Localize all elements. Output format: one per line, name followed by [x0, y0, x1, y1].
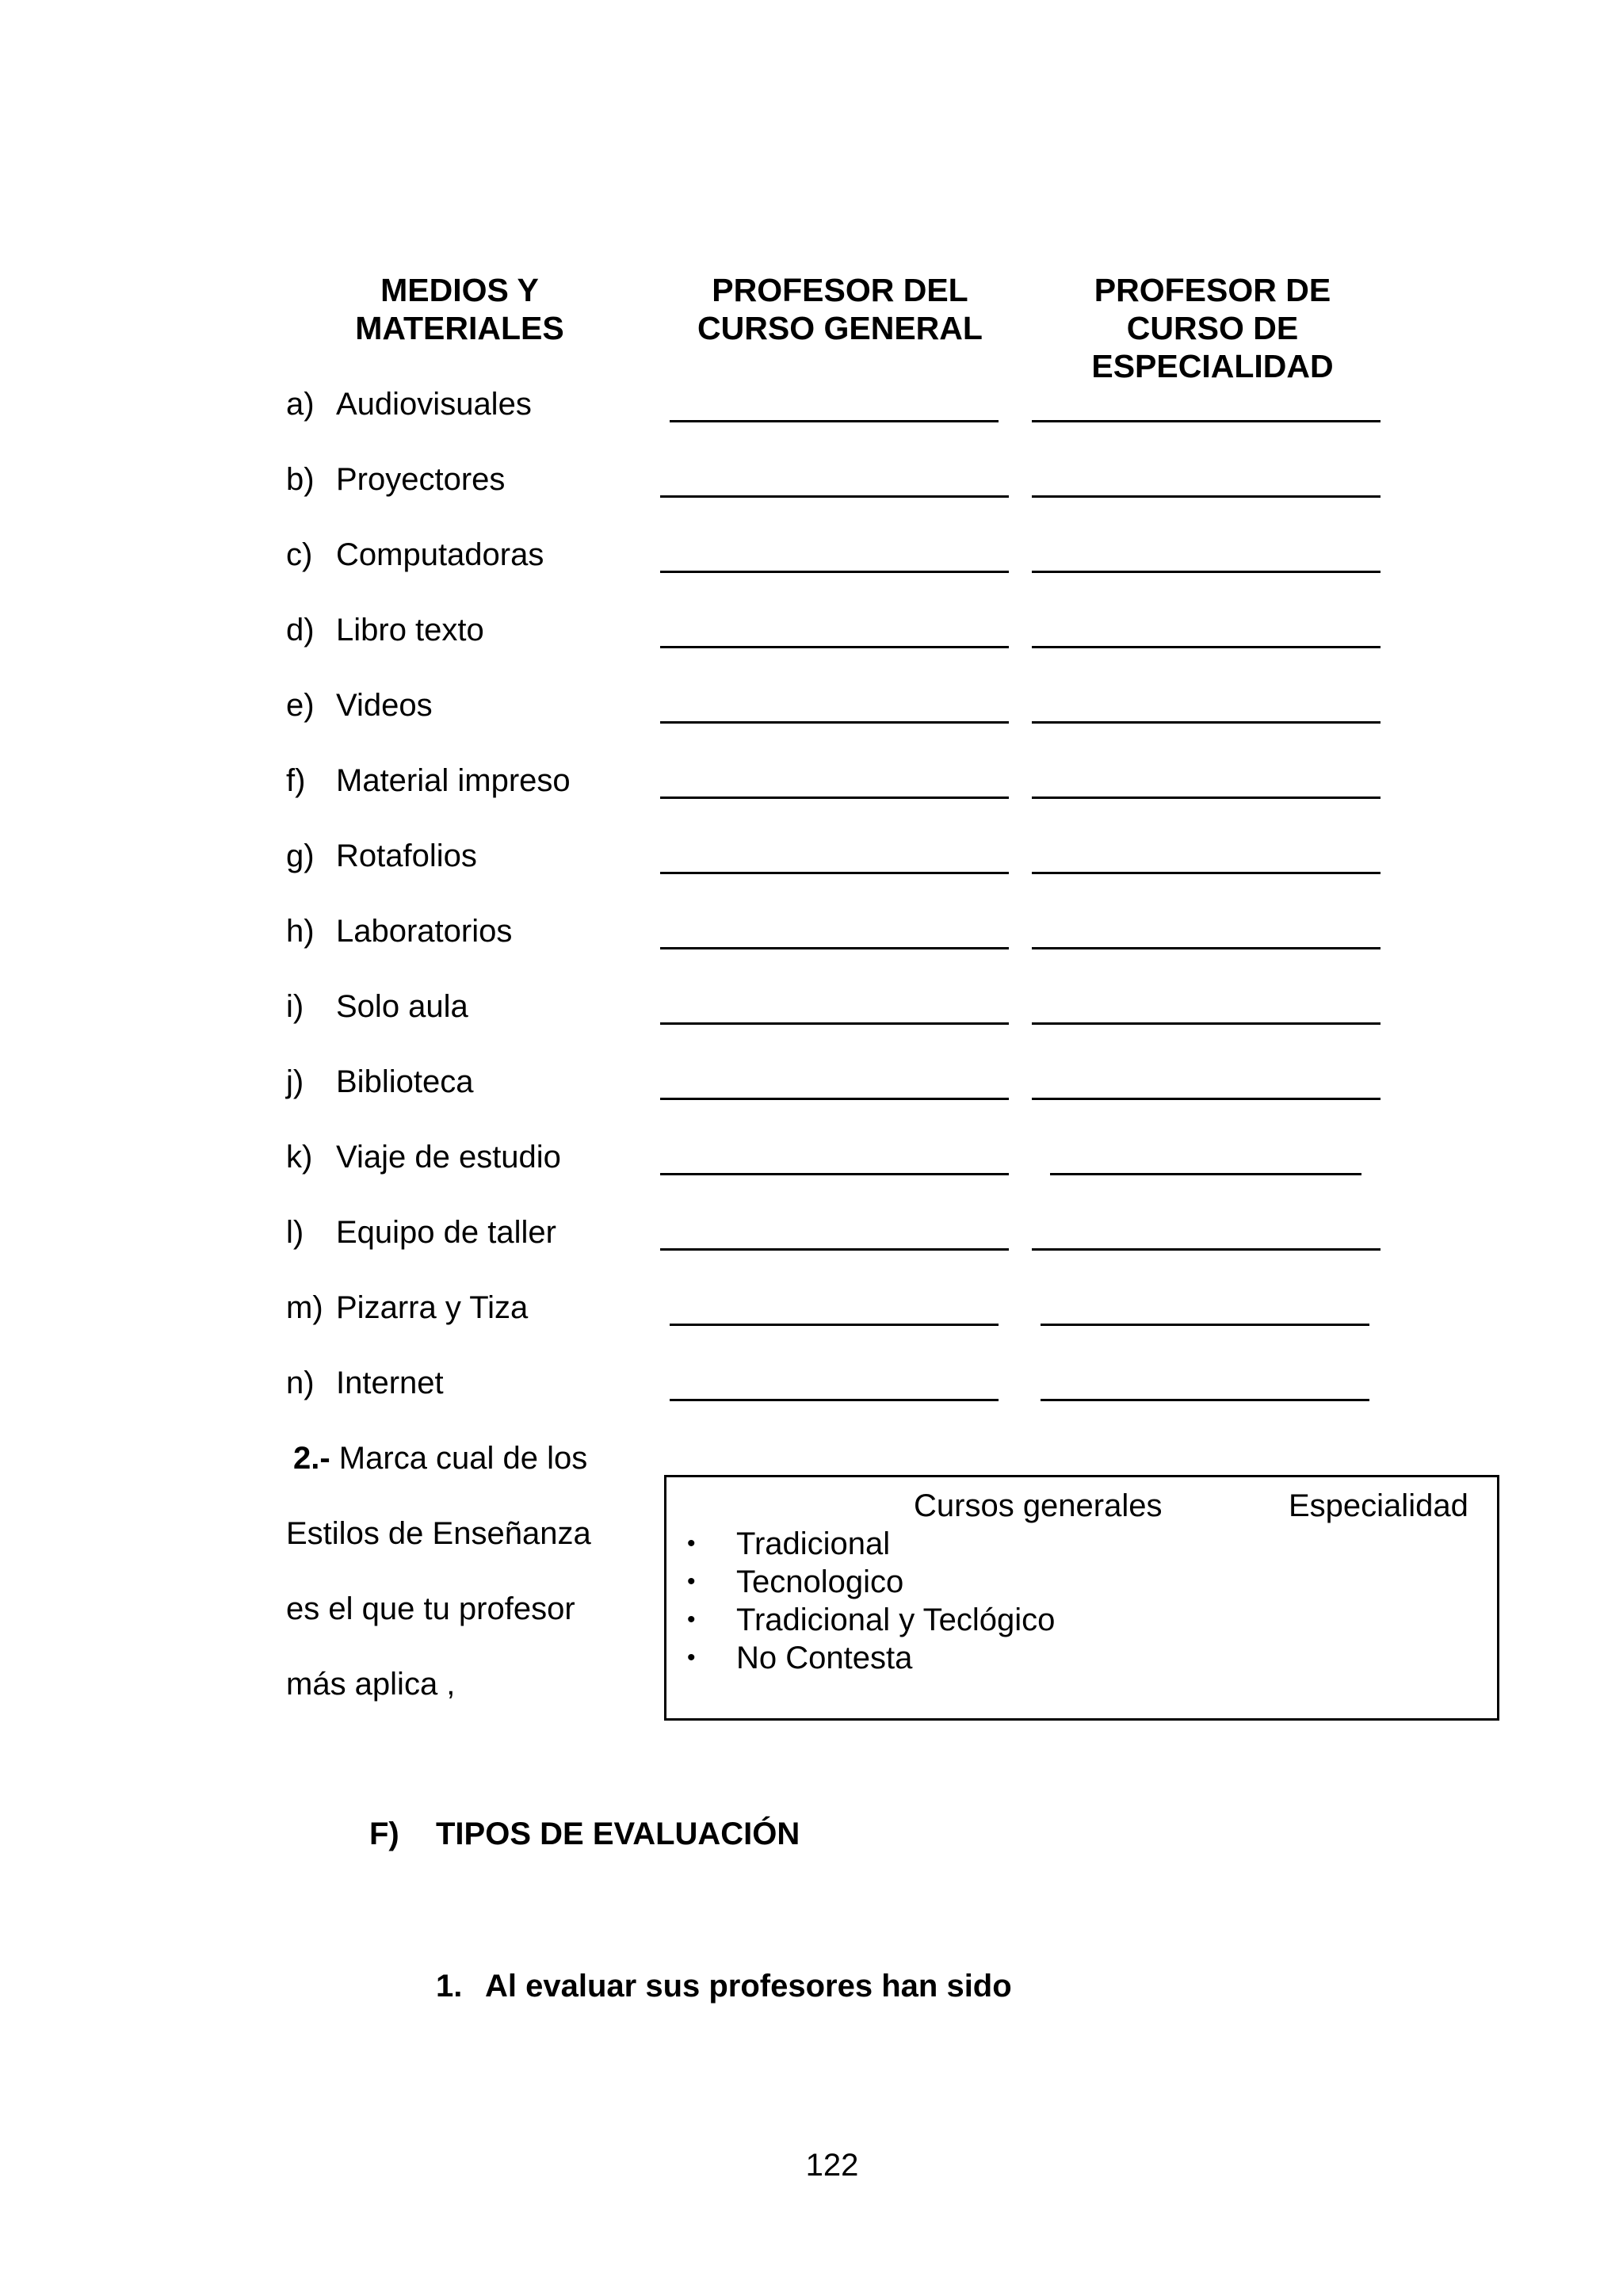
answer-blank-especialidad[interactable] — [1050, 1173, 1361, 1175]
answer-blank-especialidad[interactable] — [1041, 1324, 1369, 1326]
answer-blank-especialidad[interactable] — [1032, 947, 1381, 949]
item-letter: d) — [286, 613, 315, 648]
item-letter: m) — [286, 1290, 323, 1325]
list-item — [286, 1364, 444, 1402]
item-label: Internet — [336, 1366, 444, 1400]
question-text: Marca cual de los — [330, 1441, 588, 1476]
item-label: Viaje de estudio — [336, 1140, 561, 1175]
page-number: 122 — [805, 2148, 859, 2183]
question-2-line-4: más aplica , — [286, 1667, 456, 1702]
list-item — [286, 988, 468, 1026]
item-label: Laboratorios — [336, 914, 513, 949]
teaching-style-box — [664, 1475, 1499, 1721]
list-item — [286, 912, 512, 950]
item-label: Biblioteca — [336, 1064, 474, 1099]
question-2-line-2: Estilos de Enseñanza — [286, 1516, 591, 1551]
section-f-letter: F) — [369, 1817, 399, 1851]
header-profesor-especialidad — [1046, 271, 1379, 385]
header-line: ESPECIALIDAD — [1091, 348, 1334, 384]
header-line: CURSO DE — [1126, 310, 1299, 346]
question-number: 2.- — [293, 1441, 330, 1476]
item-label: Material impreso — [336, 763, 571, 798]
answer-blank-general[interactable] — [660, 721, 1009, 724]
answer-blank-especialidad[interactable] — [1032, 1098, 1381, 1100]
option-tradicional[interactable]: Tradicional — [736, 1526, 891, 1561]
answer-blank-general[interactable] — [670, 420, 999, 422]
answer-blank-general[interactable] — [660, 646, 1009, 648]
bullet-icon: • — [687, 1530, 696, 1557]
answer-blank-general[interactable] — [660, 1173, 1009, 1175]
bullet-icon: • — [687, 1645, 696, 1671]
answer-blank-general[interactable] — [660, 571, 1009, 573]
item-letter: f) — [286, 763, 306, 798]
list-item — [286, 536, 544, 574]
option-tecnologico[interactable]: Tecnologico — [736, 1564, 904, 1599]
item-label: Equipo de taller — [336, 1215, 556, 1250]
item-label: Proyectores — [336, 462, 506, 497]
list-item — [286, 1289, 528, 1327]
list-item — [286, 1138, 561, 1176]
item-letter: e) — [286, 688, 315, 723]
header-line: PROFESOR DE — [1094, 272, 1331, 308]
bullet-icon: • — [687, 1606, 696, 1633]
header-line: CURSO GENERAL — [697, 310, 983, 346]
answer-blank-especialidad[interactable] — [1032, 1022, 1381, 1025]
option-no-contesta[interactable]: No Contesta — [736, 1641, 913, 1675]
list-item — [286, 611, 484, 649]
list-item — [286, 837, 477, 875]
answer-blank-general[interactable] — [660, 495, 1009, 498]
answer-blank-especialidad[interactable] — [1032, 571, 1381, 573]
question-2-line-3: es el que tu profesor — [286, 1591, 575, 1626]
answer-blank-general[interactable] — [660, 1098, 1009, 1100]
header-line: MEDIOS Y — [380, 272, 539, 308]
item-letter: n) — [286, 1366, 315, 1400]
answer-blank-especialidad[interactable] — [1032, 420, 1381, 422]
option-tradicional-y-teclogico[interactable]: Tradicional y Teclógico — [736, 1603, 1056, 1637]
list-item — [286, 385, 532, 423]
question-2-line-1 — [293, 1439, 587, 1477]
item-label: Solo aula — [336, 989, 468, 1024]
item-letter: c) — [286, 537, 313, 572]
header-line: MATERIALES — [355, 310, 564, 346]
answer-blank-especialidad[interactable] — [1032, 872, 1381, 874]
item-letter: h) — [286, 914, 315, 949]
item-letter: i) — [286, 989, 304, 1024]
answer-blank-general[interactable] — [660, 1022, 1009, 1025]
list-item — [286, 686, 433, 724]
item-label: Pizarra y Tiza — [336, 1290, 529, 1325]
item-letter: a) — [286, 387, 315, 422]
item-letter: l) — [286, 1215, 304, 1250]
answer-blank-especialidad[interactable] — [1041, 1399, 1369, 1401]
item-label: Videos — [336, 688, 433, 723]
answer-blank-especialidad[interactable] — [1032, 721, 1381, 724]
list-item — [286, 1213, 556, 1251]
item-label: Audiovisuales — [336, 387, 532, 422]
column-header-especialidad: Especialidad — [1289, 1488, 1468, 1523]
column-header-cursos-generales: Cursos generales — [914, 1488, 1163, 1523]
item-letter: b) — [286, 462, 315, 497]
item-letter: k) — [286, 1140, 313, 1175]
list-item — [286, 762, 571, 800]
item-label: Rotafolios — [336, 839, 477, 873]
header-medios-materiales — [301, 271, 618, 347]
answer-blank-general[interactable] — [660, 1248, 1009, 1251]
question-1-text: Al evaluar sus profesores han sido — [485, 1969, 1012, 2004]
answer-blank-general[interactable] — [660, 797, 1009, 799]
answer-blank-general[interactable] — [660, 872, 1009, 874]
answer-blank-general[interactable] — [670, 1399, 999, 1401]
answer-blank-general[interactable] — [670, 1324, 999, 1326]
answer-blank-especialidad[interactable] — [1032, 797, 1381, 799]
section-f-title: TIPOS DE EVALUACIÓN — [436, 1817, 800, 1851]
answer-blank-especialidad[interactable] — [1032, 646, 1381, 648]
question-1-number: 1. — [436, 1969, 463, 2004]
item-letter: g) — [286, 839, 315, 873]
item-label: Computadoras — [336, 537, 544, 572]
answer-blank-especialidad[interactable] — [1032, 1248, 1381, 1251]
item-label: Libro texto — [336, 613, 484, 648]
list-item — [286, 460, 505, 499]
answer-blank-general[interactable] — [660, 947, 1009, 949]
list-item — [286, 1063, 473, 1101]
item-letter: j) — [286, 1064, 304, 1099]
header-line: PROFESOR DEL — [712, 272, 968, 308]
header-profesor-curso-general — [666, 271, 1014, 347]
bullet-icon: • — [687, 1568, 696, 1595]
answer-blank-especialidad[interactable] — [1032, 495, 1381, 498]
